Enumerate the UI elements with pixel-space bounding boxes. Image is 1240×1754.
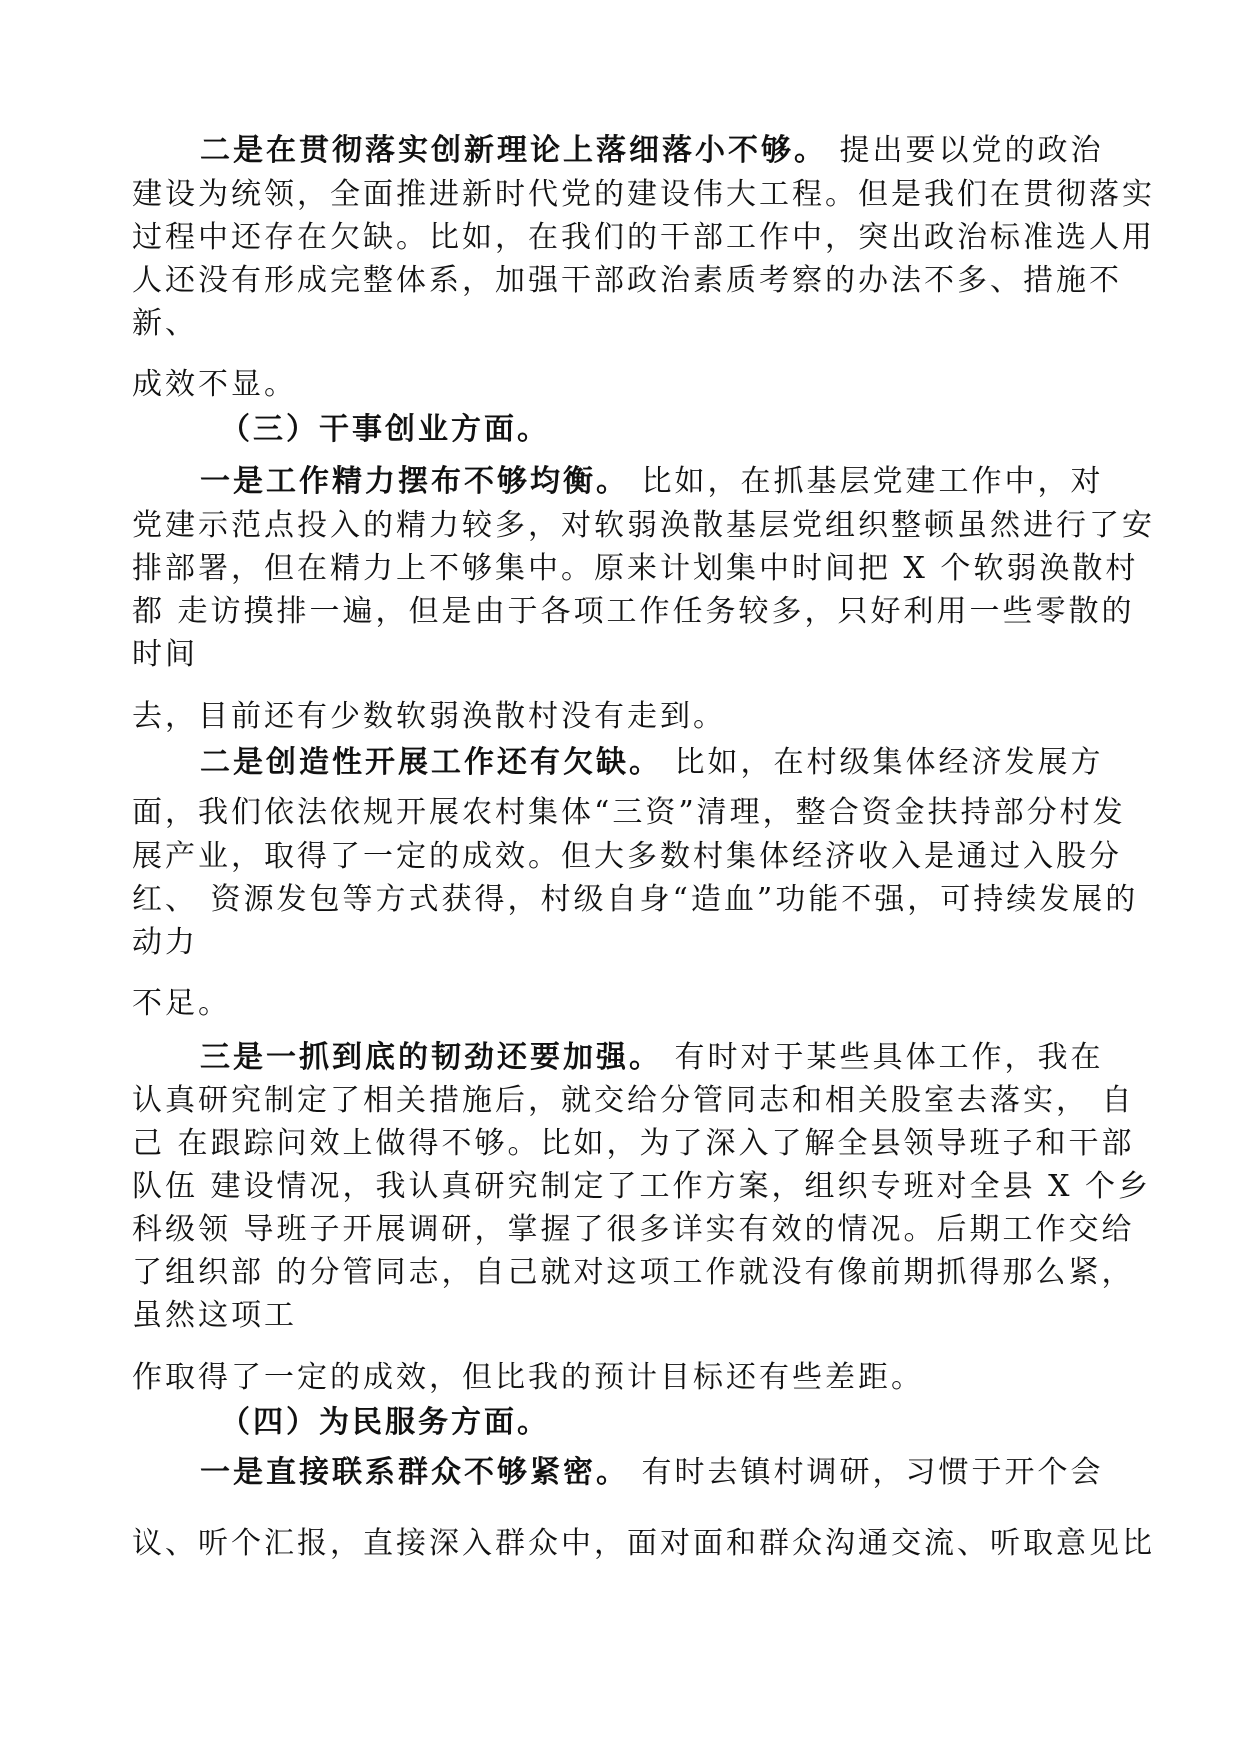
text-line — [200, 1453, 1104, 1493]
text-line: 展产业，取得了一定的成效。但大多数村集体经济收入是通过入股分 — [132, 839, 1122, 874]
text-line: 党建示范点投入的精力较多，对软弱涣散基层党组织整顿虽然进行了安 — [132, 508, 1155, 543]
text-line: 面，我们依法依规开展农村集体“三资”清理，整合资金扶持部分村发 — [132, 795, 1126, 830]
text-line: 时间 — [132, 637, 198, 672]
section-heading: （三）干事创业方面。 — [220, 412, 550, 447]
text-line: 排部署，但在精力上不够集中。原来计划集中时间把 X 个软弱涣散村 — [132, 551, 1139, 586]
line-text: 比如，在村级集体经济发展方 — [662, 745, 1104, 780]
text-line: 队伍 建设情况，我认真研究制定了工作方案，组织专班对全县 X 个乡 — [132, 1169, 1151, 1204]
text-line: 新、 — [132, 306, 198, 341]
text-line: 科级领 导班子开展调研，掌握了很多详实有效的情况。后期工作交给 — [132, 1212, 1135, 1247]
point-heading: 二是创造性开展工作还有欠缺。 — [200, 745, 662, 780]
text-line — [200, 743, 1104, 783]
text-line: 红、 资源发包等方式获得，村级自身“造血”功能不强，可持续发展的 — [132, 882, 1139, 917]
point-heading: 一是工作精力摆布不够均衡。 — [200, 464, 629, 499]
text-line: 建设为统领，全面推进新时代党的建设伟大工程。但是我们在贯彻落实 — [132, 177, 1155, 212]
text-line — [200, 1038, 1104, 1078]
text-line: 人还没有形成完整体系，加强干部政治素质考察的办法不多、措施不 — [132, 263, 1122, 298]
text-line: 去，目前还有少数软弱涣散村没有走到。 — [132, 699, 726, 734]
text-line: 了组织部 的分管同志，自己就对这项工作就没有像前期抓得那么紧， — [132, 1255, 1135, 1290]
text-line — [200, 131, 1104, 171]
text-line: 认真研究制定了相关措施后，就交给分管同志和相关股室去落实， 自 — [132, 1083, 1135, 1118]
text-line: 虽然这项工 — [132, 1298, 297, 1333]
line-text: 有时对于某些具体工作，我在 — [662, 1040, 1104, 1075]
section-heading: （四）为民服务方面。 — [220, 1405, 550, 1440]
text-line: 成效不显。 — [132, 367, 297, 402]
text-line: 议、听个汇报，直接深入群众中，面对面和群众沟通交流、听取意见比 — [132, 1526, 1155, 1561]
text-line: 过程中还存在欠缺。比如，在我们的干部工作中，突出政治标准选人用 — [132, 220, 1155, 255]
point-heading: 一是直接联系群众不够紧密。 — [200, 1455, 629, 1490]
text-line: 不足。 — [132, 986, 231, 1021]
point-heading: 二是在贯彻落实创新理论上落细落小不够。 — [200, 133, 827, 168]
line-text: 有时去镇村调研，习惯于开个会 — [629, 1455, 1104, 1490]
text-line: 己 在跟踪问效上做得不够。比如，为了深入了解全县领导班子和干部 — [132, 1126, 1135, 1161]
point-heading: 三是一抓到底的韧劲还要加强。 — [200, 1040, 662, 1075]
line-text: 提出要以党的政治 — [827, 133, 1104, 168]
text-line: 动力 — [132, 925, 198, 960]
text-line: 都 走访摸排一遍，但是由于各项工作任务较多，只好利用一些零散的 — [132, 594, 1135, 629]
line-text: 比如，在抓基层党建工作中，对 — [629, 464, 1104, 499]
text-line: 作取得了一定的成效，但比我的预计目标还有些差距。 — [132, 1360, 924, 1395]
text-line — [200, 462, 1104, 502]
